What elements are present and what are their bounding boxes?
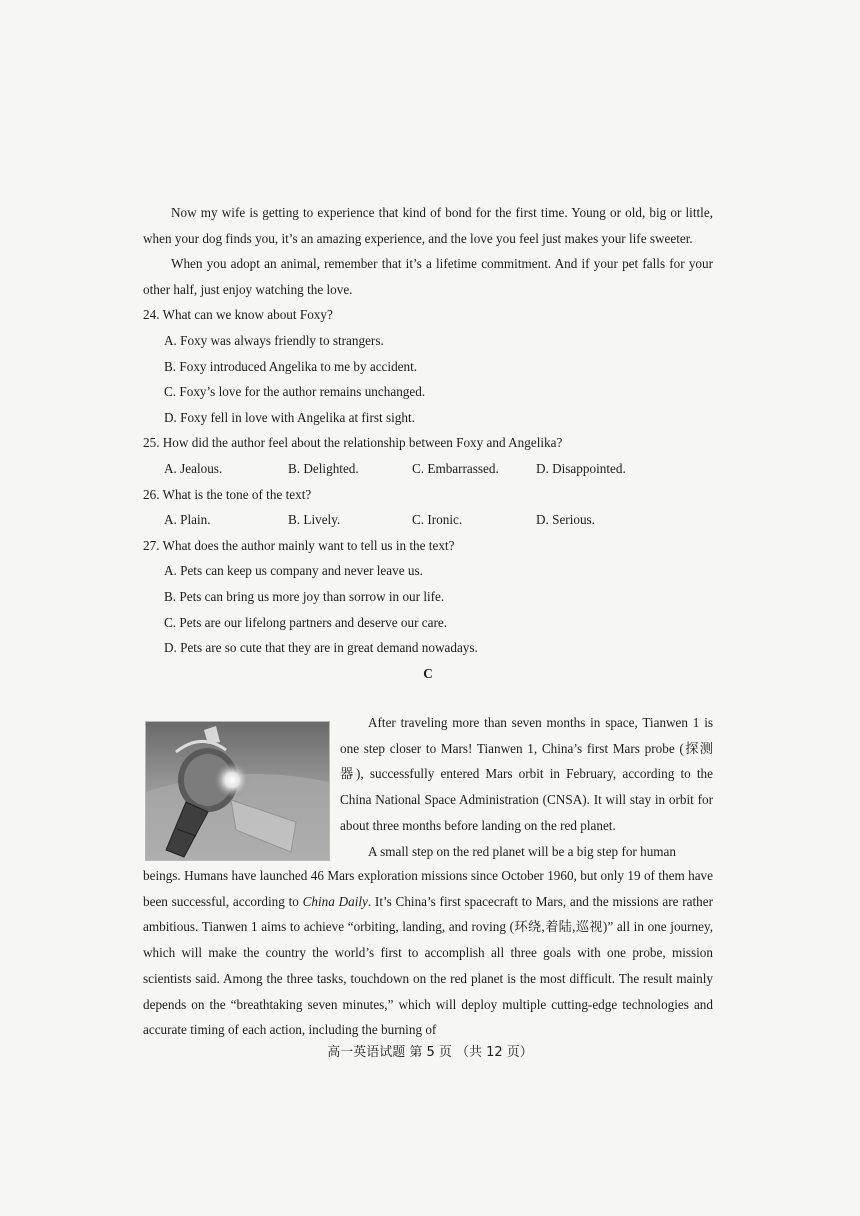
text-span: beings. Humans have launched 46 Mars exploration missions since October 1960, but only 19 of them have been successful, according to <box>143 868 713 909</box>
option-26c: C. Ironic. <box>412 512 463 528</box>
option-25c: C. Embarrassed. <box>412 460 499 476</box>
option-25d: D. Disappointed. <box>536 460 626 476</box>
question-24: 24. What can we know about Foxy? <box>143 307 333 323</box>
option-26b: B. Lively. <box>288 512 341 528</box>
question-25: 25. How did the author feel about the relationship between Foxy and Angelika? <box>143 435 563 451</box>
passage-b-end <box>143 200 713 686</box>
option-24a: A. Foxy was always friendly to strangers. <box>164 332 384 348</box>
option-25a: A. Jealous. <box>164 460 223 476</box>
option-25b: B. Delighted. <box>288 460 359 476</box>
option-24c: C. Foxy’s love for the author remains unchanged. <box>164 384 426 400</box>
passage-c-intro <box>340 710 713 864</box>
section-heading-c: C <box>423 665 433 681</box>
option-26d: D. Serious. <box>536 512 595 528</box>
question-26: 26. What is the tone of the text? <box>143 486 312 502</box>
options-25 <box>143 456 713 482</box>
source-name: China Daily <box>302 893 368 909</box>
passage-c-body <box>143 863 713 1043</box>
option-26a: A. Plain. <box>164 512 211 528</box>
question-27: 27. What does the author mainly want to tell us in the text? <box>143 537 455 553</box>
option-27b: B. Pets can bring us more joy than sorrow in our life. <box>164 588 445 604</box>
paragraph-start: A small step on the red planet will be a big step for human <box>368 843 677 859</box>
option-27a: A. Pets can keep us company and never leave us. <box>164 563 423 579</box>
paragraph: Now my wife is getting to experience that kind of bond for the first time. Young or old, big or little, when your dog finds you, it’s an amazing experience, and the love you feel just makes your life sweeter. <box>143 205 713 246</box>
paragraph: When you adopt an animal, remember that it’s a lifetime commitment. And if your pet falls for your other half, just enjoy watching the love. <box>143 256 713 297</box>
mars-probe-image <box>145 721 330 861</box>
option-24d: D. Foxy fell in love with Angelika at first sight. <box>164 409 415 425</box>
options-26 <box>143 507 713 533</box>
page-footer: 高一英语试题 第 5 页 （共 12 页） <box>327 1045 533 1060</box>
option-24b: B. Foxy introduced Angelika to me by accident. <box>164 358 418 374</box>
paragraph: After traveling more than seven months in space, Tianwen 1 is one step closer to Mars! Tianwen 1, China’s first Mars probe (探测器), successfully entered Mars orbit in February, according to the China National Space Administration (CNSA). It will stay in orbit for about three months before landing on the red planet. <box>340 715 713 833</box>
option-27d: D. Pets are so cute that they are in great demand nowadays. <box>164 640 478 656</box>
option-27c: C. Pets are our lifelong partners and deserve our care. <box>164 614 448 630</box>
paragraph <box>143 863 713 1043</box>
text-span: . It’s China’s first spacecraft to Mars, and the missions are rather ambitious. Tianwen 1 aims to achieve “orbiting, landing, and roving (环绕,着陆,巡视)” all in one journey, which will make the country the world’s first to accomplish all three goals with one probe, mission scientists said. Among the three tasks, touchdown on the red planet is the most difficult. The result mainly depends on the “breathtaking seven minutes,” which will deploy multiple cutting-edge technologies and accurate timing of each action, including the burning of <box>143 893 713 1038</box>
